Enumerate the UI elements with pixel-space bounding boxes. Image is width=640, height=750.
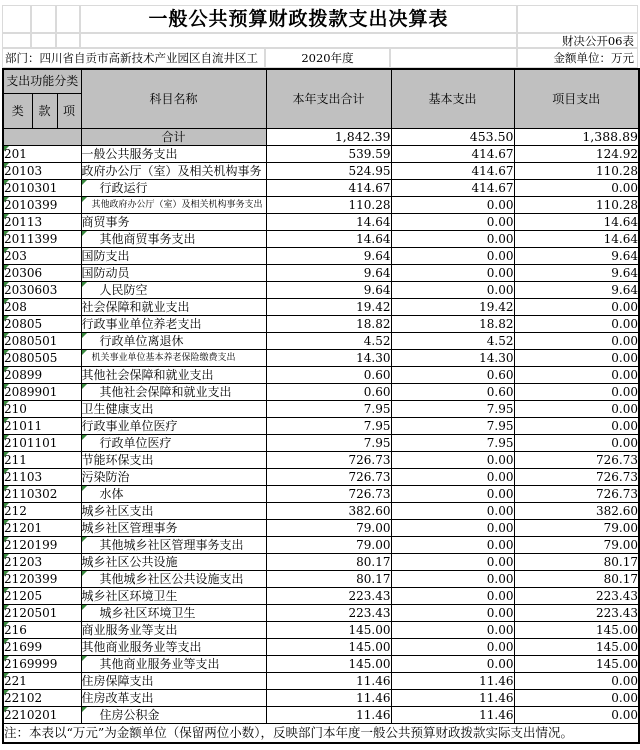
table-row xyxy=(3,247,639,264)
cell-basic: 0.00 xyxy=(391,264,514,281)
cell-basic: 11.46 xyxy=(391,689,514,706)
cell-code: 2210201 xyxy=(3,706,81,723)
cell-code: 2101101 xyxy=(3,434,81,451)
excel-error-triangle-icon xyxy=(4,435,9,440)
cell-total: 726.73 xyxy=(266,468,391,485)
excel-error-triangle-icon xyxy=(82,656,87,661)
cell-code: 2089901 xyxy=(3,383,81,400)
cell-name: 其他社会保障和就业支出 xyxy=(81,383,266,400)
excel-error-triangle-icon xyxy=(4,554,9,559)
cell-code: 2120501 xyxy=(3,604,81,621)
cell-total: 11.46 xyxy=(266,706,391,723)
cell-basic: 14.30 xyxy=(391,349,514,366)
cell-name: 水体 xyxy=(81,485,266,502)
table-row xyxy=(3,536,639,553)
expenditure-table xyxy=(2,68,640,744)
cell-basic: 0.60 xyxy=(391,366,514,383)
col-header-subject: 科目名称 xyxy=(81,69,266,128)
cell-total: 110.28 xyxy=(266,196,391,213)
excel-error-triangle-icon xyxy=(82,197,87,202)
excel-error-triangle-icon xyxy=(4,537,9,542)
excel-error-triangle-icon xyxy=(4,214,9,219)
excel-error-triangle-icon xyxy=(4,690,9,695)
cell-basic: 0.00 xyxy=(391,587,514,604)
top-grid-cell xyxy=(80,33,517,48)
cell-project: 9.64 xyxy=(514,281,639,298)
table-row xyxy=(3,638,639,655)
cell-total: 524.95 xyxy=(266,162,391,179)
cell-total: 726.73 xyxy=(266,485,391,502)
table-body xyxy=(3,128,639,723)
table-row xyxy=(3,570,639,587)
cell-total: 7.95 xyxy=(266,434,391,451)
excel-error-triangle-icon xyxy=(82,605,87,610)
table-row xyxy=(3,281,639,298)
table-row xyxy=(3,468,639,485)
department-label: 部门：四川省自贡市高新技术产业园区自流井区工 xyxy=(2,48,265,68)
cell-basic: 414.67 xyxy=(391,179,514,196)
cell-name: 其他城乡社区公共设施支出 xyxy=(81,570,266,587)
cell-name: 行政单位离退休 xyxy=(81,332,266,349)
excel-error-triangle-icon xyxy=(82,707,87,712)
top-grid-cell xyxy=(31,33,56,48)
cell-name: 商业服务业等支出 xyxy=(81,621,266,638)
cell-code: 210 xyxy=(3,400,81,417)
cell-basic: 18.82 xyxy=(391,315,514,332)
cell-name: 国防支出 xyxy=(81,247,266,264)
cell-name: 污染防治 xyxy=(81,468,266,485)
cell-code: 2010399 xyxy=(3,196,81,213)
fiscal-year: 2020年度 xyxy=(265,48,390,68)
cell-name: 政府办公厅（室）及相关机构事务 xyxy=(81,162,266,179)
cell-code: 21011 xyxy=(3,417,81,434)
excel-error-triangle-icon xyxy=(4,333,9,338)
cell-basic: 11.46 xyxy=(391,672,514,689)
cell-basic: 0.00 xyxy=(391,485,514,502)
excel-error-triangle-icon xyxy=(4,197,9,202)
excel-error-triangle-icon xyxy=(82,384,87,389)
cell-name: 城乡社区环境卫生 xyxy=(81,604,266,621)
total-basic: 453.50 xyxy=(391,128,514,145)
cell-code: 2030603 xyxy=(3,281,81,298)
cell-name: 其他社会保障和就业支出 xyxy=(81,366,266,383)
excel-error-triangle-icon xyxy=(4,503,9,508)
col-header-basic: 基本支出 xyxy=(391,69,514,128)
cell-basic: 414.67 xyxy=(391,162,514,179)
cell-code: 208 xyxy=(3,298,81,315)
excel-error-triangle-icon xyxy=(4,367,9,372)
top-grid-cell xyxy=(2,5,31,33)
cell-project: 0.00 xyxy=(514,298,639,315)
cell-project: 223.43 xyxy=(514,587,639,604)
cell-code: 2080505 xyxy=(3,349,81,366)
cell-project: 79.00 xyxy=(514,519,639,536)
cell-project: 0.00 xyxy=(514,349,639,366)
cell-name: 城乡社区管理事务 xyxy=(81,519,266,536)
cell-name: 国防动员 xyxy=(81,264,266,281)
page-title: 一般公共预算财政拨款支出决算表 xyxy=(80,5,517,33)
cell-basic: 0.00 xyxy=(391,638,514,655)
top-grid-cell xyxy=(2,33,31,48)
cell-code: 2120199 xyxy=(3,536,81,553)
cell-project: 0.00 xyxy=(514,332,639,349)
top-grid-cell xyxy=(517,5,638,33)
cell-basic: 0.00 xyxy=(391,213,514,230)
cell-name: 住房保障支出 xyxy=(81,672,266,689)
cell-name: 其他商业服务业等支出 xyxy=(81,655,266,672)
cell-code: 2010301 xyxy=(3,179,81,196)
cell-total: 0.60 xyxy=(266,383,391,400)
cell-project: 145.00 xyxy=(514,655,639,672)
excel-error-triangle-icon xyxy=(4,605,9,610)
table-row xyxy=(3,162,639,179)
cell-total: 4.52 xyxy=(266,332,391,349)
cell-total: 19.42 xyxy=(266,298,391,315)
cell-project: 145.00 xyxy=(514,638,639,655)
table-row xyxy=(3,706,639,723)
cell-code: 20805 xyxy=(3,315,81,332)
cell-code: 216 xyxy=(3,621,81,638)
cell-basic: 0.00 xyxy=(391,621,514,638)
cell-code: 22102 xyxy=(3,689,81,706)
cell-project: 0.00 xyxy=(514,417,639,434)
cell-basic: 11.46 xyxy=(391,706,514,723)
excel-error-triangle-icon xyxy=(82,350,87,355)
cell-basic: 7.95 xyxy=(391,434,514,451)
cell-project: 726.73 xyxy=(514,485,639,502)
cell-project: 110.28 xyxy=(514,162,639,179)
table-row xyxy=(3,451,639,468)
excel-error-triangle-icon xyxy=(4,418,9,423)
cell-name: 机关事业单位基本养老保险缴费支出 xyxy=(81,349,266,366)
cell-basic: 0.00 xyxy=(391,604,514,621)
cell-project: 0.00 xyxy=(514,400,639,417)
excel-error-triangle-icon xyxy=(82,231,87,236)
excel-error-triangle-icon xyxy=(4,486,9,491)
cell-basic: 0.00 xyxy=(391,570,514,587)
col-header-class: 类 xyxy=(3,93,32,128)
cell-code: 20306 xyxy=(3,264,81,281)
cell-code: 221 xyxy=(3,672,81,689)
table-row xyxy=(3,689,639,706)
cell-total: 9.64 xyxy=(266,247,391,264)
table-row xyxy=(3,196,639,213)
cell-basic: 0.00 xyxy=(391,655,514,672)
cell-total: 14.30 xyxy=(266,349,391,366)
cell-total: 414.67 xyxy=(266,179,391,196)
cell-code: 201 xyxy=(3,145,81,162)
cell-basic: 0.60 xyxy=(391,383,514,400)
table-row xyxy=(3,264,639,281)
cell-project: 9.64 xyxy=(514,264,639,281)
cell-project: 14.64 xyxy=(514,213,639,230)
excel-error-triangle-icon xyxy=(4,265,9,270)
cell-project: 80.17 xyxy=(514,570,639,587)
excel-error-triangle-icon xyxy=(82,180,87,185)
cell-total: 223.43 xyxy=(266,587,391,604)
cell-project: 0.00 xyxy=(514,672,639,689)
col-header-total: 本年支出合计 xyxy=(266,69,391,128)
col-header-function-class: 支出功能分类 xyxy=(3,69,81,93)
cell-code: 21103 xyxy=(3,468,81,485)
cell-name: 城乡社区公共设施 xyxy=(81,553,266,570)
table-row xyxy=(3,179,639,196)
cell-project: 0.00 xyxy=(514,179,639,196)
cell-project: 145.00 xyxy=(514,621,639,638)
top-grid-cell xyxy=(56,5,80,33)
cell-total: 726.73 xyxy=(266,451,391,468)
total-amount: 1,842.39 xyxy=(266,128,391,145)
footnote: 注：本表以“万元”为金额单位（保留两位小数），反映部门本年度一般公共预算财政拨款实际支出情况。 xyxy=(3,723,639,743)
cell-name: 住房公积金 xyxy=(81,706,266,723)
excel-error-triangle-icon xyxy=(4,316,9,321)
cell-name: 其他商贸事务支出 xyxy=(81,230,266,247)
cell-name: 行政运行 xyxy=(81,179,266,196)
table-row xyxy=(3,332,639,349)
table-row xyxy=(3,519,639,536)
cell-basic: 0.00 xyxy=(391,502,514,519)
cell-total: 80.17 xyxy=(266,553,391,570)
cell-total: 223.43 xyxy=(266,604,391,621)
cell-total: 14.64 xyxy=(266,230,391,247)
table-row xyxy=(3,298,639,315)
excel-error-triangle-icon xyxy=(4,282,9,287)
excel-error-triangle-icon xyxy=(4,146,9,151)
cell-total: 382.60 xyxy=(266,502,391,519)
cell-project: 14.64 xyxy=(514,230,639,247)
cell-project: 0.00 xyxy=(514,434,639,451)
cell-code: 203 xyxy=(3,247,81,264)
cell-basic: 4.52 xyxy=(391,332,514,349)
excel-error-triangle-icon xyxy=(4,248,9,253)
table-row xyxy=(3,587,639,604)
excel-error-triangle-icon xyxy=(4,350,9,355)
top-grid-cell xyxy=(56,33,80,48)
total-code-cell xyxy=(3,128,81,145)
cell-total: 14.64 xyxy=(266,213,391,230)
table-row xyxy=(3,417,639,434)
cell-project: 0.00 xyxy=(514,315,639,332)
cell-name: 城乡社区支出 xyxy=(81,502,266,519)
cell-total: 18.82 xyxy=(266,315,391,332)
table-row xyxy=(3,366,639,383)
cell-name: 节能环保支出 xyxy=(81,451,266,468)
table-row xyxy=(3,315,639,332)
cell-code: 2011399 xyxy=(3,230,81,247)
cell-code: 2110302 xyxy=(3,485,81,502)
cell-name: 行政事业单位医疗 xyxy=(81,417,266,434)
cell-basic: 0.00 xyxy=(391,519,514,536)
col-header-project: 项目支出 xyxy=(514,69,639,128)
table-row xyxy=(3,230,639,247)
table-row xyxy=(3,655,639,672)
cell-name: 行政事业单位养老支出 xyxy=(81,315,266,332)
cell-code: 21201 xyxy=(3,519,81,536)
excel-error-triangle-icon xyxy=(82,435,87,440)
excel-error-triangle-icon xyxy=(82,282,87,287)
cell-code: 21205 xyxy=(3,587,81,604)
table-row xyxy=(3,502,639,519)
excel-error-triangle-icon xyxy=(82,537,87,542)
cell-code: 20103 xyxy=(3,162,81,179)
cell-total: 11.46 xyxy=(266,672,391,689)
cell-name: 城乡社区环境卫生 xyxy=(81,587,266,604)
total-project: 1,388.89 xyxy=(514,128,639,145)
cell-basic: 0.00 xyxy=(391,281,514,298)
excel-error-triangle-icon xyxy=(4,401,9,406)
excel-error-triangle-icon xyxy=(4,299,9,304)
excel-error-triangle-icon xyxy=(4,180,9,185)
cell-project: 382.60 xyxy=(514,502,639,519)
table-row xyxy=(3,400,639,417)
cell-code: 20113 xyxy=(3,213,81,230)
cell-total: 145.00 xyxy=(266,621,391,638)
cell-total: 0.60 xyxy=(266,366,391,383)
cell-project: 726.73 xyxy=(514,451,639,468)
excel-error-triangle-icon xyxy=(4,571,9,576)
cell-project: 0.00 xyxy=(514,383,639,400)
excel-error-triangle-icon xyxy=(4,622,9,627)
cell-total: 80.17 xyxy=(266,570,391,587)
col-header-section: 款 xyxy=(32,93,57,128)
cell-project: 223.43 xyxy=(514,604,639,621)
cell-code: 21699 xyxy=(3,638,81,655)
cell-total: 79.00 xyxy=(266,519,391,536)
cell-total: 79.00 xyxy=(266,536,391,553)
table-row xyxy=(3,621,639,638)
excel-error-triangle-icon xyxy=(4,384,9,389)
cell-name: 社会保障和就业支出 xyxy=(81,298,266,315)
cell-total: 145.00 xyxy=(266,655,391,672)
cell-code: 21203 xyxy=(3,553,81,570)
cell-total: 7.95 xyxy=(266,417,391,434)
cell-basic: 7.95 xyxy=(391,417,514,434)
cell-total: 539.59 xyxy=(266,145,391,162)
cell-basic: 0.00 xyxy=(391,247,514,264)
cell-basic: 0.00 xyxy=(391,536,514,553)
cell-name: 其他政府办公厅（室）及相关机构事务支出 xyxy=(81,196,266,213)
excel-error-triangle-icon xyxy=(82,486,87,491)
cell-basic: 19.42 xyxy=(391,298,514,315)
top-grid-cell xyxy=(31,5,56,33)
table-row xyxy=(3,434,639,451)
excel-error-triangle-icon xyxy=(4,588,9,593)
cell-basic: 0.00 xyxy=(391,553,514,570)
table-row xyxy=(3,604,639,621)
excel-error-triangle-icon xyxy=(4,163,9,168)
cell-code: 2080501 xyxy=(3,332,81,349)
amount-unit: 金额单位：万元 xyxy=(517,48,638,68)
footnote-row xyxy=(3,723,639,743)
cell-name: 人民防空 xyxy=(81,281,266,298)
excel-error-triangle-icon xyxy=(4,656,9,661)
cell-name: 一般公共服务支出 xyxy=(81,145,266,162)
cell-basic: 0.00 xyxy=(391,451,514,468)
cell-project: 9.64 xyxy=(514,247,639,264)
table-row xyxy=(3,383,639,400)
cell-project: 80.17 xyxy=(514,553,639,570)
cell-total: 9.64 xyxy=(266,264,391,281)
cell-project: 79.00 xyxy=(514,536,639,553)
top-grid-cell xyxy=(390,48,517,68)
cell-code: 211 xyxy=(3,451,81,468)
cell-name: 商贸事务 xyxy=(81,213,266,230)
cell-project: 110.28 xyxy=(514,196,639,213)
excel-error-triangle-icon xyxy=(4,452,9,457)
excel-error-triangle-icon xyxy=(4,707,9,712)
table-row xyxy=(3,553,639,570)
col-header-item: 项 xyxy=(57,93,81,128)
table-row xyxy=(3,349,639,366)
cell-name: 卫生健康支出 xyxy=(81,400,266,417)
excel-error-triangle-icon xyxy=(4,673,9,678)
table-row xyxy=(3,145,639,162)
total-label: 合计 xyxy=(81,128,266,145)
cell-code: 2120399 xyxy=(3,570,81,587)
table-row xyxy=(3,672,639,689)
cell-project: 124.92 xyxy=(514,145,639,162)
doc-number: 财决公开06表 xyxy=(517,33,638,48)
excel-error-triangle-icon xyxy=(4,520,9,525)
cell-name: 其他城乡社区管理事务支出 xyxy=(81,536,266,553)
cell-code: 2169999 xyxy=(3,655,81,672)
cell-basic: 7.95 xyxy=(391,400,514,417)
cell-name: 住房改革支出 xyxy=(81,689,266,706)
cell-total: 9.64 xyxy=(266,281,391,298)
grand-total-row xyxy=(3,128,639,145)
cell-basic: 0.00 xyxy=(391,230,514,247)
cell-basic: 414.67 xyxy=(391,145,514,162)
cell-total: 7.95 xyxy=(266,400,391,417)
cell-project: 0.00 xyxy=(514,689,639,706)
cell-total: 11.46 xyxy=(266,689,391,706)
cell-project: 0.00 xyxy=(514,366,639,383)
excel-error-triangle-icon xyxy=(82,571,87,576)
cell-code: 20899 xyxy=(3,366,81,383)
excel-error-triangle-icon xyxy=(82,333,87,338)
cell-name: 其他商业服务业等支出 xyxy=(81,638,266,655)
cell-code: 212 xyxy=(3,502,81,519)
cell-project: 726.73 xyxy=(514,468,639,485)
excel-error-triangle-icon xyxy=(4,469,9,474)
table-row xyxy=(3,213,639,230)
table-row xyxy=(3,485,639,502)
excel-error-triangle-icon xyxy=(4,639,9,644)
excel-error-triangle-icon xyxy=(4,231,9,236)
cell-name: 行政单位医疗 xyxy=(81,434,266,451)
cell-project: 0.00 xyxy=(514,706,639,723)
cell-basic: 0.00 xyxy=(391,196,514,213)
cell-basic: 0.00 xyxy=(391,468,514,485)
cell-total: 145.00 xyxy=(266,638,391,655)
